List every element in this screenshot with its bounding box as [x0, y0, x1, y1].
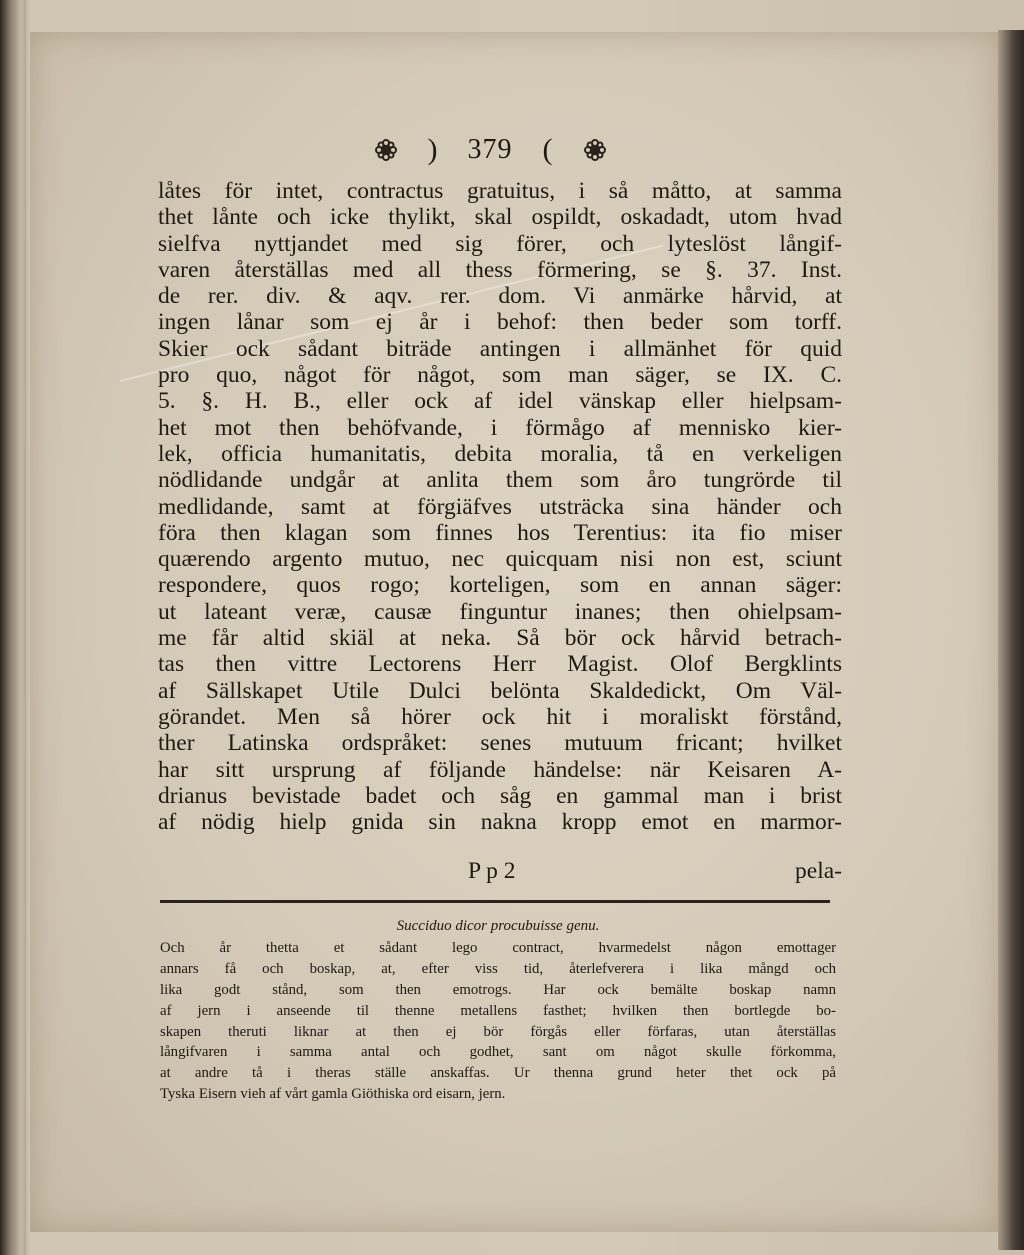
text-line: af nödig hielp gnida sin nakna kropp emot en marmor- — [158, 809, 842, 836]
text-line: sielfva nyttjandet med sig förer, och lyteslöst långif- — [158, 230, 842, 257]
footnote-line: annars få och boskap, at, efter viss tid, återlefverera i lika mångd och — [160, 960, 836, 977]
footnote-line: at andre tå i theras ställe anskaffas. Ur thenna grund heter thet ock på — [160, 1065, 836, 1082]
footnote-line: skapen theruti liknar at then ej bör förgås eller förfaras, utan återställas — [160, 1023, 836, 1040]
text-line: het mot then behöfvande, i förmågo af mennisko kier- — [158, 414, 842, 441]
text-line: ther Latinska ordspråket: senes mutuum fricant; hvilket — [158, 730, 842, 757]
footnote-line: af jern i anseende til thenne metallens fasthet; hvilken then bortlegde bo- — [160, 1002, 836, 1019]
text-line: medlidande, samt at förgiäfves utsträcka sina händer och — [158, 493, 842, 520]
page-number: 379 — [467, 134, 513, 165]
text-line: låtes för intet, contractus gratuitus, i så måtto, at samma — [158, 178, 842, 204]
flower-ornament-icon — [583, 138, 607, 162]
body-text — [158, 178, 842, 835]
footnote-line: långifvaren i samma antal och godhet, sant om något skulle förkomma, — [160, 1044, 836, 1061]
text-line: drianus bevistade badet och såg en gammal man i brist — [158, 782, 842, 809]
footnote-line: Tyska Eisern vieh af vårt gamla Giöthiska ord eisarn, jern. — [160, 1086, 506, 1103]
page-header — [340, 130, 640, 170]
text-line: lek, officia humanitatis, debita moralia, tå en verkeligen — [158, 440, 842, 467]
text-line: 5. §. H. B., eller ock af idel vänskap eller hielpsam- — [158, 388, 842, 415]
text-line: tas then vittre Lectorens Herr Magist. Olof Bergklints — [158, 651, 842, 678]
text-line: quærendo argento mutuo, nec quicquam nisi non est, sciunt — [158, 546, 842, 573]
text-line: respondere, quos rogo; korteligen, som en annan säger: — [158, 572, 842, 599]
page-edge-shadow — [998, 30, 1024, 1250]
flower-ornament-icon — [374, 138, 398, 162]
text-line: pro quo, något för något, som man säger, se IX. C. — [158, 362, 842, 389]
text-line: me får altid skiäl at neka. Så bör ock hårvid betrach- — [158, 625, 842, 652]
footnote-title: Succiduo dicor procubuisse genu. — [396, 918, 600, 934]
catchword: pela- — [795, 858, 842, 884]
text-line: Skier ock sådant biträde antingen i allmänhet för quid — [158, 335, 842, 362]
text-line: har sitt ursprung af följande händelse: när Keisaren A- — [158, 756, 842, 783]
text-line: ut lateant veræ, causæ finguntur inanes; then ohielpsam- — [158, 598, 842, 625]
signature-mark: P p 2 — [468, 858, 516, 884]
header-right-bracket: ( — [542, 133, 553, 166]
footnote-divider — [160, 900, 830, 903]
text-line: thet lånte och icke thylikt, skal ospildt, oskadadt, utom hvad — [158, 204, 842, 231]
text-line: de rer. div. & aqv. rer. dom. Vi anmärke hårvid, at — [158, 283, 842, 310]
text-line: ingen lånar som ej år i behof: then beder som torff. — [158, 309, 842, 336]
header-left-bracket: ) — [427, 133, 438, 166]
text-line: varen återställas med all thess förmering, se §. 37. Inst. — [158, 256, 842, 283]
footnote — [160, 916, 836, 1105]
signature-line — [158, 858, 842, 886]
text-line: görandet. Men så hörer ock hit i moraliskt förstånd, — [158, 703, 842, 730]
footnote-line: Och år thetta et sådant lego contract, hvarmedelst någon emottager — [160, 940, 836, 956]
text-line: af Sällskapet Utile Dulci belönta Skaldedickt, Om Väl- — [158, 677, 842, 704]
footnote-line: lika godt stånd, som then emotrogs. Har ock bemälte boskap namn — [160, 981, 836, 998]
text-line: föra then klagan som finnes hos Terentius: ita fio miser — [158, 519, 842, 546]
book-spine — [0, 0, 26, 1255]
text-line: nödlidande undgår at anlita them som åro tungrörde til — [158, 467, 842, 494]
